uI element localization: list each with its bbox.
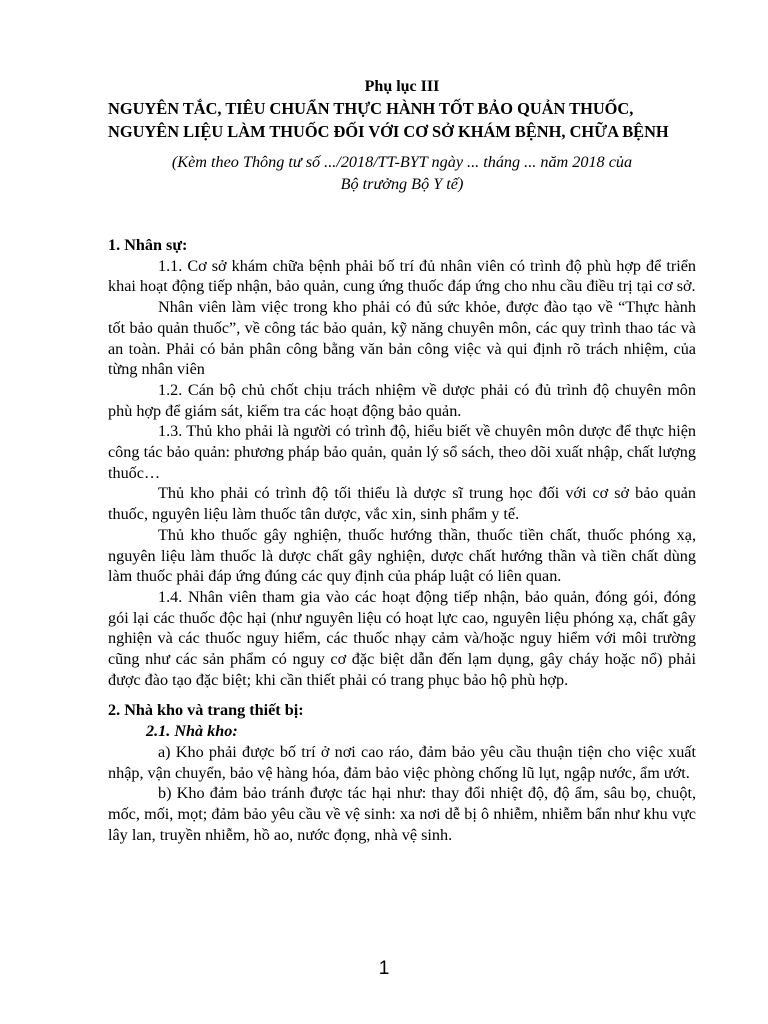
document-subtitle (108, 151, 696, 195)
paragraph: 1.1. Cơ sở khám chữa bệnh phải bố trí đủ nhân viên có trình độ phù hợp để triển khai hoạt động tiếp nhận, bảo quản, cung ứng thuốc đáp ứng cho nhu cầu điều trị tại cơ sở. (108, 256, 696, 296)
appendix-label: Phụ lục III (364, 78, 440, 95)
subtitle-line-1: (Kèm theo Thông tư số .../2018/TT-BYT ngày ... tháng ... năm 2018 của (171, 153, 633, 171)
document-title: NGUYÊN TẮC, TIÊU CHUẨN THỰC HÀNH TỐT BẢO QUẢN THUỐC, NGUYÊN LIỆU LÀM THUỐC ĐỐI VỚI CƠ SỞ KHÁM BỆNH, CHỮA BỆNH (108, 99, 669, 141)
document-body (108, 232, 696, 845)
paragraph: Thủ kho thuốc gây nghiện, thuốc hướng thần, thuốc tiền chất, thuốc phóng xạ, nguyên liệu làm thuốc là dược chất gây nghiện, dược chất hướng thần và tiền chất dùng làm thuốc phải đáp ứng đúng các quy định của pháp luật có liên quan. (108, 525, 696, 586)
paragraph: a) Kho phải được bố trí ở nơi cao ráo, đảm bảo yêu cầu thuận tiện cho việc xuất nhập, vận chuyển, bảo vệ hàng hóa, đảm bảo việc phòng chống lũ lụt, ngập nước, ẩm ướt. (108, 742, 696, 782)
paragraph: 1.4. Nhân viên tham gia vào các hoạt động tiếp nhận, bảo quản, đóng gói, đóng gói lại các thuốc độc hại (như nguyên liệu có hoạt lực cao, nguyên liệu phóng xạ, chất gây nghiện và các thuốc nguy hiểm, các thuốc nhạy cảm và/hoặc nguy hiểm với môi trường cũng như các sản phẩm có nguy cơ đặc biệt dẫn đến lạm dụng, gây cháy hoặc nổ) phải được đào tạo đặc biệt; khi cần thiết phải có trang phục bảo hộ phù hợp. (108, 587, 696, 689)
subsection-heading-warehouse: 2.1. Nhà kho: (146, 722, 238, 741)
subtitle-line-2: Bộ trưởng Bộ Y tế) (340, 175, 464, 193)
paragraph: 1.3. Thủ kho phải là người có trình độ, hiểu biết về chuyên môn dược để thực hiện công tác bảo quản: phương pháp bảo quản, quản lý sổ sách, theo dõi xuất nhập, chất lượng thuốc… (108, 422, 696, 482)
paragraph: Nhân viên làm việc trong kho phải có đủ sức khỏe, được đào tạo về “Thực hành tốt bảo quản thuốc”, về công tác bảo quản, kỹ năng chuyên môn, các quy trình thao tác và an toàn. Phải có bản phân công bằng văn bản công việc và qui định rõ trách nhiệm, của từng nhân viên (108, 298, 696, 379)
section-heading-warehouse: 2. Nhà kho và trang thiết bị: (108, 701, 304, 720)
paragraph: b) Kho đảm bảo tránh được tác hại như: thay đổi nhiệt độ, độ ẩm, sâu bọ, chuột, mốc, mối, mọt; đảm bảo yêu cầu về vệ sinh: xa nơi dễ bị ô nhiễm, nhiễm bẩn như khu vực lây lan, truyền nhiễm, hồ ao, nước đọng, nhà vệ sinh. (108, 784, 696, 844)
section-heading-personnel: 1. Nhân sự: (108, 236, 188, 254)
paragraph: Thủ kho phải có trình độ tối thiểu là dược sĩ trung học đối với cơ sở bảo quản thuốc, nguyên liệu làm thuốc tân dược, vắc xin, sinh phẩm y tế. (108, 484, 696, 524)
page-number: 1 (378, 958, 390, 979)
paragraph: 1.2. Cán bộ chủ chốt chịu trách nhiệm về dược phải có đủ trình độ chuyên môn phù hợp để giám sát, kiểm tra các hoạt động bảo quản. (108, 380, 696, 420)
title-block (108, 76, 696, 195)
